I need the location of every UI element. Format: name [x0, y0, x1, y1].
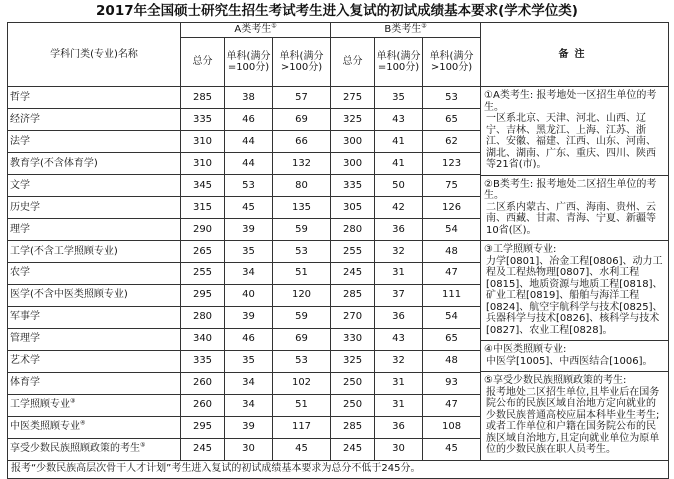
score-cell-b-s100: 42	[375, 196, 423, 218]
b-single100-header: 单科(满分=100分)	[375, 38, 423, 87]
note-heading: ④中医类照顾专业:	[484, 344, 567, 355]
score-cell-a-total: 255	[181, 262, 225, 284]
score-cell-a-total: 310	[181, 152, 225, 174]
note-body: 二区系内蒙古、广西、海南、贵州、云南、西藏、甘肃、青海、宁夏、新疆等10省(区)。	[486, 201, 657, 236]
group-a-sup: ①	[271, 22, 277, 30]
score-cell-b-sgt: 65	[423, 328, 481, 350]
subject-name-text: 管理学	[10, 333, 40, 345]
subject-name	[8, 438, 181, 460]
score-cell-b-s100: 32	[375, 240, 423, 262]
score-cell-a-sgt: 102	[273, 372, 331, 394]
subject-name	[8, 328, 181, 350]
score-cell-a-s100: 40	[225, 284, 273, 306]
score-cell-a-sgt: 59	[273, 306, 331, 328]
score-cell-b-total: 330	[331, 328, 375, 350]
score-cell-b-total: 325	[331, 108, 375, 130]
subject-name-text: 经济学	[10, 113, 40, 125]
score-cell-a-s100: 46	[225, 108, 273, 130]
score-cell-b-sgt: 54	[423, 306, 481, 328]
score-cell-b-s100: 41	[375, 152, 423, 174]
score-cell-a-sgt: 57	[273, 87, 331, 109]
subject-name-text: 教育学(不含体育学)	[10, 157, 98, 169]
score-cell-b-total: 300	[331, 130, 375, 152]
score-cell-a-total: 245	[181, 438, 225, 460]
score-cell-b-s100: 32	[375, 350, 423, 372]
score-cell-b-sgt: 47	[423, 394, 481, 416]
score-cell-b-sgt: 126	[423, 196, 481, 218]
score-cell-a-s100: 44	[225, 130, 273, 152]
score-cell-a-s100: 39	[225, 416, 273, 438]
score-cell-b-total: 300	[331, 152, 375, 174]
score-cell-b-s100: 36	[375, 306, 423, 328]
score-cell-a-sgt: 51	[273, 394, 331, 416]
score-cell-a-sgt: 69	[273, 328, 331, 350]
notes-header: 备注	[481, 23, 669, 87]
a-single100-header: 单科(满分=100分)	[225, 38, 273, 87]
score-cell-a-total: 315	[181, 196, 225, 218]
score-cell-a-sgt: 132	[273, 152, 331, 174]
score-cell-a-s100: 39	[225, 306, 273, 328]
subject-name-text: 享受少数民族照顾政策的考生	[10, 443, 140, 455]
score-cell-b-s100: 43	[375, 108, 423, 130]
subject-name	[8, 130, 181, 152]
score-cell-a-s100: 53	[225, 174, 273, 196]
note-heading: ①A类考生: 报考地处一区招生单位的考生。	[484, 90, 657, 113]
score-cell-b-total: 250	[331, 394, 375, 416]
group-b-header	[331, 23, 481, 38]
score-cell-b-s100: 31	[375, 372, 423, 394]
score-cell-b-sgt: 62	[423, 130, 481, 152]
subject-name-text: 艺术学	[10, 355, 40, 367]
score-cell-a-total: 285	[181, 87, 225, 109]
score-cell-b-sgt: 75	[423, 174, 481, 196]
score-cell-a-sgt: 53	[273, 240, 331, 262]
score-cell-a-total: 260	[181, 372, 225, 394]
note-heading: ③工学照顾专业:	[484, 244, 557, 255]
notes-cell	[481, 87, 669, 461]
subject-name-text: 哲学	[10, 91, 30, 103]
footer-row	[8, 460, 669, 478]
subject-footnote-mark: ⑤	[140, 441, 146, 449]
subject-name	[8, 394, 181, 416]
score-cell-b-total: 335	[331, 174, 375, 196]
note-block	[481, 341, 668, 372]
subject-name-text: 文学	[10, 179, 30, 191]
a-singlegt100-header: 单科(满分>100分)	[273, 38, 331, 87]
score-table	[7, 22, 669, 479]
score-cell-b-sgt: 108	[423, 416, 481, 438]
score-cell-b-s100: 31	[375, 262, 423, 284]
score-cell-b-s100: 35	[375, 87, 423, 109]
note-heading: ⑤享受少数民族照顾政策的考生:	[484, 375, 627, 386]
subject-name	[8, 196, 181, 218]
subject-name	[8, 416, 181, 438]
subject-name-text: 法学	[10, 135, 30, 147]
note-body: 力学[0801]、冶金工程[0806]、动力工程及工程热物理[0807]、水利工程[0815]、地质资源与地质工程[0818]、矿业工程[0819]、船舶与海洋工程[0824]、航空宇航科学与技术[0825]、兵器科学与技术[0826]、核科学与技术[0827]、农业工程[0828]。	[486, 255, 663, 336]
score-cell-b-sgt: 65	[423, 108, 481, 130]
score-cell-a-s100: 46	[225, 328, 273, 350]
score-cell-b-sgt: 48	[423, 350, 481, 372]
score-cell-a-sgt: 135	[273, 196, 331, 218]
score-cell-b-total: 280	[331, 218, 375, 240]
subject-name	[8, 262, 181, 284]
score-cell-b-s100: 41	[375, 130, 423, 152]
note-block	[481, 87, 668, 176]
subject-name	[8, 240, 181, 262]
note-body: 报考地处二区招生单位,且毕业后在国务院公布的民族区域自治地方定向就业的少数民族普通高校应届本科毕业生考生;或者工作单位和户籍在国务院公布的民族区域自治地方,且定向就业单位为原单位的少数民族在职人员考生。	[486, 386, 660, 455]
footer-note: 报考“少数民族高层次骨干人才计划”考生进入复试的初试成绩基本要求为总分不低于245分。	[8, 460, 669, 478]
score-cell-a-sgt: 51	[273, 262, 331, 284]
subject-name	[8, 306, 181, 328]
a-total-header: 总分	[181, 38, 225, 87]
score-cell-a-s100: 44	[225, 152, 273, 174]
score-cell-b-s100: 36	[375, 416, 423, 438]
score-cell-b-s100: 37	[375, 284, 423, 306]
score-cell-a-total: 345	[181, 174, 225, 196]
score-cell-a-total: 310	[181, 130, 225, 152]
subject-name-text: 农学	[10, 267, 30, 279]
subject-name	[8, 372, 181, 394]
note-block	[481, 372, 668, 460]
score-cell-a-sgt: 80	[273, 174, 331, 196]
score-cell-a-sgt: 117	[273, 416, 331, 438]
subject-name	[8, 350, 181, 372]
score-cell-a-s100: 45	[225, 196, 273, 218]
score-cell-b-s100: 31	[375, 394, 423, 416]
subject-name-text: 军事学	[10, 311, 40, 323]
score-cell-a-total: 340	[181, 328, 225, 350]
group-a-header	[181, 23, 331, 38]
subject-name-text: 体育学	[10, 377, 40, 389]
score-cell-a-sgt: 69	[273, 108, 331, 130]
subject-name	[8, 87, 181, 109]
score-cell-b-sgt: 54	[423, 218, 481, 240]
score-cell-b-total: 285	[331, 284, 375, 306]
note-body: 中医学[1005]、中西医结合[1006]。	[486, 355, 653, 367]
subject-name	[8, 174, 181, 196]
score-cell-b-s100: 50	[375, 174, 423, 196]
score-cell-b-sgt: 123	[423, 152, 481, 174]
score-cell-a-s100: 34	[225, 394, 273, 416]
group-b-sup: ②	[421, 22, 427, 30]
page-title: 2017年全国硕士研究生招生考试考生进入复试的初试成绩基本要求(学术学位类)	[96, 3, 578, 19]
note-block	[481, 241, 668, 341]
subject-name-text: 理学	[10, 223, 30, 235]
score-cell-b-total: 245	[331, 262, 375, 284]
subject-name-text: 工学照顾专业	[10, 399, 70, 411]
score-cell-a-s100: 39	[225, 218, 273, 240]
score-cell-b-sgt: 48	[423, 240, 481, 262]
group-b-label: B类考生	[384, 24, 422, 36]
score-cell-b-total: 270	[331, 306, 375, 328]
score-cell-b-total: 285	[331, 416, 375, 438]
score-cell-a-s100: 34	[225, 262, 273, 284]
subject-name	[8, 108, 181, 130]
score-cell-b-total: 325	[331, 350, 375, 372]
score-cell-a-total: 295	[181, 284, 225, 306]
score-cell-a-s100: 38	[225, 87, 273, 109]
b-total-header: 总分	[331, 38, 375, 87]
score-cell-a-s100: 35	[225, 240, 273, 262]
note-body: 一区系北京、天津、河北、山西、辽宁、吉林、黑龙江、上海、江苏、浙江、安徽、福建、江西、山东、河南、湖北、湖南、广东、重庆、四川、陕西等21省(市)。	[486, 113, 657, 170]
score-cell-a-total: 260	[181, 394, 225, 416]
score-cell-a-s100: 34	[225, 372, 273, 394]
score-cell-b-sgt: 93	[423, 372, 481, 394]
score-cell-a-sgt: 59	[273, 218, 331, 240]
group-a-label: A类考生	[234, 24, 272, 36]
table-row	[8, 87, 669, 109]
score-cell-a-sgt: 120	[273, 284, 331, 306]
score-cell-b-total: 305	[331, 196, 375, 218]
score-cell-b-total: 275	[331, 87, 375, 109]
subject-name	[8, 284, 181, 306]
score-cell-b-s100: 36	[375, 218, 423, 240]
subject-name-text: 医学(不含中医类照顾专业)	[10, 289, 128, 301]
score-cell-b-total: 250	[331, 372, 375, 394]
score-cell-a-s100: 35	[225, 350, 273, 372]
subject-column-header: 学科门类(专业)名称	[8, 23, 181, 87]
score-cell-b-sgt: 47	[423, 262, 481, 284]
score-cell-b-total: 245	[331, 438, 375, 460]
score-cell-b-sgt: 45	[423, 438, 481, 460]
score-cell-a-total: 265	[181, 240, 225, 262]
score-cell-a-total: 335	[181, 108, 225, 130]
note-block	[481, 176, 668, 242]
b-singlegt100-header: 单科(满分>100分)	[423, 38, 481, 87]
score-cell-a-sgt: 53	[273, 350, 331, 372]
score-cell-a-sgt: 66	[273, 130, 331, 152]
score-cell-b-s100: 43	[375, 328, 423, 350]
subject-footnote-mark: ③	[70, 397, 76, 405]
subject-name-text: 中医类照顾专业	[10, 421, 80, 433]
score-cell-a-total: 335	[181, 350, 225, 372]
score-cell-a-total: 280	[181, 306, 225, 328]
subject-name	[8, 152, 181, 174]
subject-name-text: 工学(不含工学照顾专业)	[10, 245, 118, 257]
score-cell-a-s100: 30	[225, 438, 273, 460]
score-cell-a-sgt: 45	[273, 438, 331, 460]
score-cell-a-total: 295	[181, 416, 225, 438]
score-cell-b-s100: 30	[375, 438, 423, 460]
score-cell-a-total: 290	[181, 218, 225, 240]
score-cell-b-total: 255	[331, 240, 375, 262]
subject-name-text: 历史学	[10, 201, 40, 213]
subject-name	[8, 218, 181, 240]
score-cell-b-sgt: 111	[423, 284, 481, 306]
note-heading: ②B类考生: 报考地处二区招生单位的考生。	[484, 178, 657, 201]
subject-footnote-mark: ④	[80, 419, 86, 427]
score-cell-b-sgt: 53	[423, 87, 481, 109]
